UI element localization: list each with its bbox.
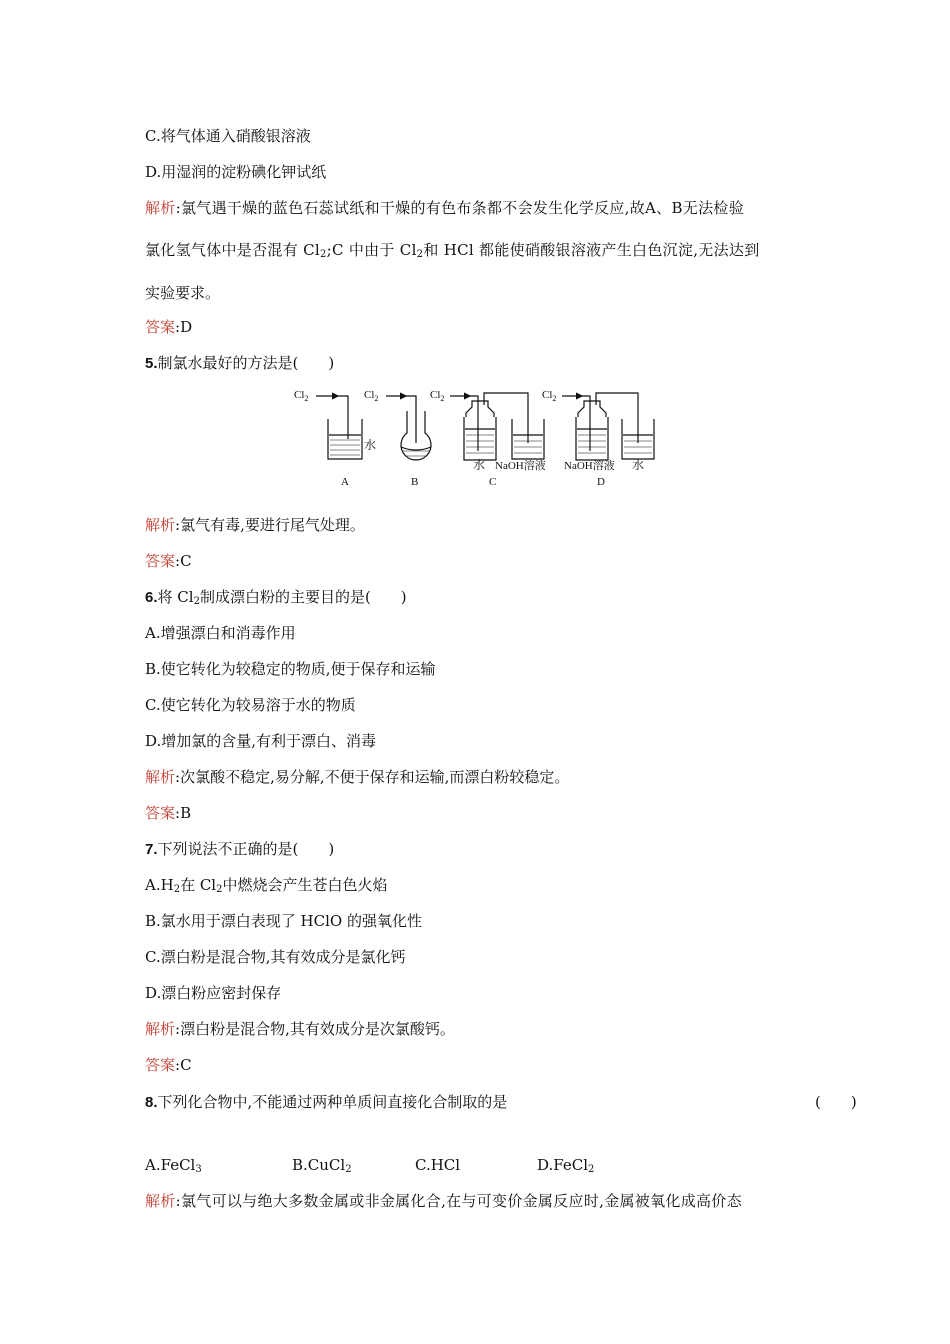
q6-option-a: A.增强漂白和消毒作用	[145, 624, 296, 642]
q5-answer: 答案:C	[145, 552, 192, 570]
q7-option-c: C.漂白粉是混合物,其有效成分是氯化钙	[145, 948, 406, 966]
q4-analysis-line-1: 解析:氯气遇干燥的蓝色石蕊试纸和干燥的有色布条都不会发生化学反应,故A、B无法检验	[145, 199, 744, 217]
water-label-c: 水	[473, 458, 486, 472]
q8-stem: 8.下列化合物中,不能通过两种单质间直接化合制取的是	[145, 1093, 508, 1111]
q6-option-c: C.使它转化为较易溶于水的物质	[145, 696, 356, 714]
apparatus-b	[386, 396, 431, 460]
q5-analysis: 解析:氯气有毒,要进行尾气处理。	[145, 516, 365, 534]
q8-option-d: D.FeCl$_2$	[537, 1156, 595, 1175]
analysis-label: 解析	[145, 768, 176, 786]
q8-analysis: 解析:氯气可以与绝大多数金属或非金属化合,在与可变价金属反应时,金属被氧化成高价态	[145, 1192, 742, 1210]
cl2-label-b: $Cl_2$	[364, 389, 379, 403]
q7-option-d: D.漂白粉应密封保存	[145, 984, 282, 1002]
q6-option-d: D.增加氯的含量,有利于漂白、消毒	[145, 732, 377, 750]
q7-analysis: 解析:漂白粉是混合物,其有效成分是次氯酸钙。	[145, 1020, 455, 1038]
q4-answer: 答案:D	[145, 318, 193, 336]
q4-analysis-line-2: 氯化氢气体中是否混有 $Cl_2;C$ 中由于 $Cl_2$和 HCl 都能使硝酸银溶液产生白色沉淀,无法达到	[145, 241, 760, 260]
q7-option-b: B.氯水用于漂白表现了 HClO 的强氧化性	[145, 912, 422, 930]
answer-label: 答案	[145, 552, 176, 570]
q6-stem: 6.将 $Cl_2$制成漂白粉的主要目的是( )	[145, 588, 407, 607]
q7-option-a: $A.H_2$在 $Cl_2$中燃烧会产生苍白色火焰	[145, 876, 388, 895]
naoh-label-c: NaOH溶液	[495, 460, 546, 472]
q7-answer: 答案:C	[145, 1056, 192, 1074]
label-b: B	[411, 476, 419, 488]
q8-option-c: C.HCl	[415, 1156, 461, 1174]
q5-stem: 5.制氯水最好的方法是( )	[145, 354, 335, 372]
answer-label: 答案	[145, 1056, 176, 1074]
q6-analysis: 解析:次氯酸不稳定,易分解,不便于保存和运输,而漂白粉较稳定。	[145, 768, 570, 786]
answer-label: 答案	[145, 318, 176, 336]
q8-option-b: B.CuCl$_2$	[292, 1156, 352, 1175]
q7-stem: 7.下列说法不正确的是( )	[145, 840, 335, 858]
apparatus-d	[562, 393, 654, 460]
q8-answer-blank: ( )	[815, 1093, 857, 1111]
cl2-label-a: $Cl_2$	[294, 389, 309, 403]
label-a: A	[341, 476, 349, 488]
answer-label: 答案	[145, 804, 176, 822]
cl2-label-d: $Cl_2$	[542, 389, 557, 403]
analysis-label: 解析	[145, 1020, 176, 1038]
apparatus-a	[316, 396, 362, 459]
q4-option-c: C.将气体通入硝酸银溶液	[145, 127, 311, 145]
q6-answer: 答案:B	[145, 804, 192, 822]
label-c: C	[489, 476, 497, 488]
q4-analysis-line-3: 实验要求。	[145, 284, 221, 302]
naoh-label-d: NaOH溶液	[564, 460, 615, 472]
analysis-label: 解析	[145, 516, 176, 534]
analysis-label: 解析	[145, 1192, 176, 1210]
water-label-d: 水	[632, 458, 645, 472]
apparatus-c	[450, 393, 544, 460]
cl2-label-c: $Cl_2$	[430, 389, 445, 403]
analysis-label: 解析	[145, 199, 176, 217]
q6-option-b: B.使它转化为较稳定的物质,便于保存和运输	[145, 660, 436, 678]
label-d: D	[597, 476, 605, 488]
water-label-a: 水	[364, 438, 377, 452]
q5-apparatus-figure	[288, 383, 668, 488]
q8-option-a: A.FeCl$_3$	[145, 1156, 202, 1175]
q4-option-d: D.用湿润的淀粉碘化钾试纸	[145, 163, 327, 181]
